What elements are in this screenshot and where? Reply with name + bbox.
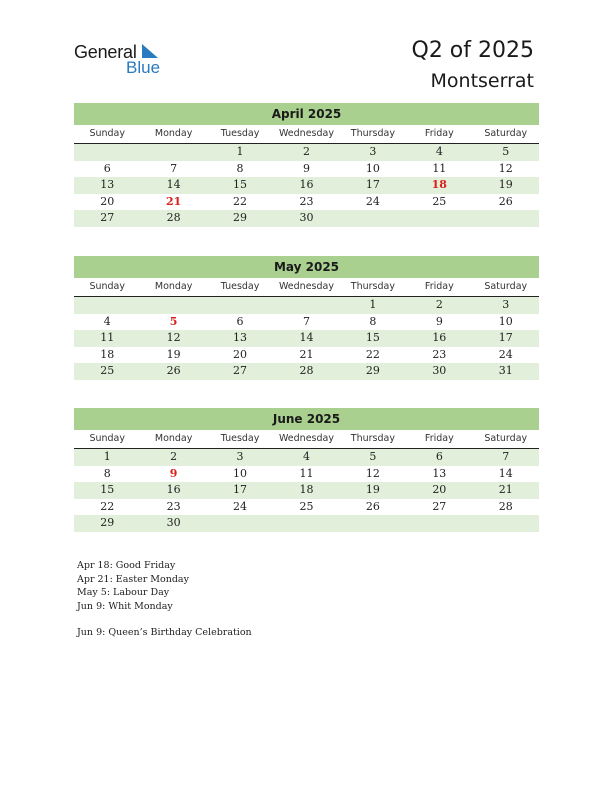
day-cell: 28 [498, 499, 513, 513]
day-cell: 7 [170, 161, 178, 175]
day-cell: 26 [166, 364, 181, 377]
weekday-label: Thursday [350, 128, 395, 139]
week-row [74, 194, 539, 211]
weekday-label: Tuesday [220, 433, 260, 444]
week-row [74, 482, 539, 499]
week-row [74, 449, 539, 466]
month-title: June 2025 [74, 408, 539, 430]
weekday-label: Sunday [89, 281, 125, 292]
weekday-label: Thursday [350, 281, 395, 292]
day-cell: 24 [233, 499, 248, 513]
day-cell: 21 [299, 347, 314, 361]
day-cell: 9 [169, 466, 178, 480]
observance-note: Jun 9: Queen’s Birthday Celebration [77, 626, 252, 638]
holiday-notes [77, 559, 252, 639]
day-cell: 27 [100, 211, 115, 224]
day-cell: 6 [103, 161, 111, 175]
weekday-label: Thursday [350, 433, 395, 444]
weekday-label: Wednesday [278, 281, 334, 292]
day-cell: 12 [365, 466, 380, 480]
day-cell: 19 [365, 483, 380, 496]
day-cell: 15 [100, 483, 115, 496]
day-cell: 21 [165, 194, 182, 208]
logo-text-general: General [74, 42, 137, 62]
empty-day-cell [406, 515, 472, 532]
weekday-label: Friday [424, 281, 454, 292]
day-cell: 25 [432, 194, 447, 208]
day-cell: 12 [166, 331, 181, 344]
day-cell: 18 [299, 483, 314, 496]
day-cell: 23 [166, 499, 181, 513]
day-cell: 14 [166, 178, 181, 191]
page-title: Q2 of 2025 [411, 38, 534, 63]
day-cell: 17 [365, 178, 380, 191]
day-cell: 8 [103, 466, 111, 480]
day-cell: 28 [166, 211, 181, 224]
day-cell: 16 [299, 178, 314, 191]
day-cell: 30 [299, 211, 314, 224]
day-cell: 5 [369, 450, 377, 463]
day-cell: 6 [435, 450, 443, 463]
day-cell: 13 [233, 331, 248, 344]
week-row [74, 210, 539, 227]
empty-day-cell [273, 297, 339, 314]
day-cell: 1 [236, 145, 244, 158]
weekday-label: Saturday [484, 281, 528, 292]
day-cell: 19 [166, 347, 181, 361]
week-row [74, 297, 539, 314]
empty-day-cell [74, 297, 140, 314]
day-cell: 2 [302, 145, 310, 158]
empty-day-cell [207, 515, 273, 532]
day-cell: 1 [103, 450, 111, 463]
week-row [74, 144, 539, 161]
day-cell: 17 [233, 483, 248, 496]
day-cell: 27 [233, 364, 248, 377]
day-cell: 18 [431, 178, 447, 191]
day-cell: 24 [365, 194, 380, 208]
day-cell: 30 [166, 516, 181, 529]
week-row [74, 177, 539, 194]
week-row [74, 161, 539, 178]
day-cell: 7 [502, 450, 510, 463]
weekday-header-row [74, 126, 539, 144]
day-cell: 10 [498, 314, 513, 328]
day-cell: 31 [498, 364, 513, 377]
day-cell: 22 [365, 347, 380, 361]
weekday-label: Monday [154, 433, 193, 444]
empty-day-cell [340, 210, 406, 227]
day-cell: 3 [236, 450, 244, 463]
day-cell: 2 [170, 450, 178, 463]
holiday-note: Apr 18: Good Friday [77, 560, 176, 571]
day-cell: 20 [100, 194, 115, 208]
day-cell: 25 [299, 499, 314, 513]
day-cell: 2 [435, 298, 443, 311]
day-cell: 10 [233, 466, 248, 480]
day-cell: 15 [233, 178, 248, 191]
day-cell: 7 [302, 314, 310, 328]
day-cell: 18 [100, 347, 115, 361]
empty-day-cell [207, 297, 273, 314]
empty-day-cell [140, 297, 206, 314]
day-cell: 10 [365, 161, 380, 175]
weekday-label: Wednesday [278, 128, 334, 139]
weekday-label: Monday [154, 128, 193, 139]
weekday-label: Friday [424, 433, 454, 444]
day-cell: 20 [233, 347, 248, 361]
weekday-label: Saturday [484, 128, 528, 139]
week-row [74, 466, 539, 483]
day-cell: 26 [365, 499, 380, 513]
day-cell: 19 [498, 178, 513, 191]
day-cell: 4 [435, 145, 443, 158]
empty-day-cell [273, 515, 339, 532]
empty-day-cell [473, 515, 539, 532]
day-cell: 17 [498, 331, 513, 344]
week-row [74, 347, 539, 364]
day-cell: 12 [498, 161, 513, 175]
month-title: April 2025 [74, 103, 539, 125]
weekday-label: Sunday [89, 128, 125, 139]
month-title: May 2025 [74, 256, 539, 278]
day-cell: 29 [233, 211, 248, 224]
empty-day-cell [140, 144, 206, 161]
weekday-header-row [74, 279, 539, 297]
day-cell: 11 [432, 161, 447, 175]
day-cell: 22 [100, 499, 115, 513]
empty-day-cell [340, 515, 406, 532]
day-cell: 28 [299, 364, 314, 377]
week-row [74, 363, 539, 380]
holiday-note: Jun 9: Whit Monday [77, 600, 173, 612]
month-calendar [74, 256, 539, 380]
day-cell: 9 [435, 314, 443, 328]
day-cell: 13 [100, 178, 115, 191]
weekday-label: Saturday [484, 433, 528, 444]
day-cell: 15 [365, 331, 380, 344]
day-cell: 4 [302, 450, 310, 463]
empty-day-cell [74, 144, 140, 161]
day-cell: 16 [432, 331, 447, 344]
empty-day-cell [406, 210, 472, 227]
empty-day-cell [473, 210, 539, 227]
day-cell: 14 [299, 331, 314, 344]
weekday-label: Tuesday [220, 281, 260, 292]
day-cell: 24 [498, 347, 513, 361]
day-cell: 14 [498, 466, 513, 480]
weekday-label: Monday [154, 281, 193, 292]
week-row [74, 515, 539, 532]
day-cell: 22 [233, 194, 248, 208]
week-row [74, 499, 539, 516]
day-cell: 26 [498, 194, 513, 208]
day-cell: 4 [103, 314, 111, 328]
day-cell: 23 [299, 194, 314, 208]
day-cell: 20 [432, 483, 447, 496]
day-cell: 11 [299, 466, 314, 480]
day-cell: 1 [369, 298, 377, 311]
day-cell: 27 [432, 499, 447, 513]
day-cell: 16 [166, 483, 181, 496]
page-subtitle: Montserrat [430, 70, 534, 92]
day-cell: 13 [432, 466, 447, 480]
day-cell: 5 [502, 145, 510, 158]
day-cell: 23 [432, 347, 447, 361]
weekday-label: Friday [424, 128, 454, 139]
day-cell: 21 [498, 483, 513, 496]
weekday-label: Sunday [89, 433, 125, 444]
week-row [74, 330, 539, 347]
day-cell: 8 [369, 314, 377, 328]
day-cell: 30 [432, 364, 447, 377]
weekday-header-row [74, 431, 539, 449]
day-cell: 5 [169, 314, 178, 328]
day-cell: 29 [365, 364, 380, 377]
holiday-note: Apr 21: Easter Monday [77, 573, 189, 585]
generalblue-logo [74, 42, 174, 78]
day-cell: 6 [236, 314, 244, 328]
holiday-note: May 5: Labour Day [77, 587, 170, 598]
day-cell: 25 [100, 364, 115, 377]
day-cell: 3 [502, 298, 510, 311]
day-cell: 9 [302, 161, 310, 175]
day-cell: 8 [236, 161, 244, 175]
day-cell: 3 [369, 145, 377, 158]
month-calendar [74, 103, 539, 227]
day-cell: 29 [100, 516, 115, 529]
day-cell: 11 [100, 331, 115, 344]
week-row [74, 314, 539, 331]
weekday-label: Wednesday [278, 433, 334, 444]
month-calendar [74, 408, 539, 532]
logo-text-blue: Blue [126, 58, 161, 77]
weekday-label: Tuesday [220, 128, 260, 139]
